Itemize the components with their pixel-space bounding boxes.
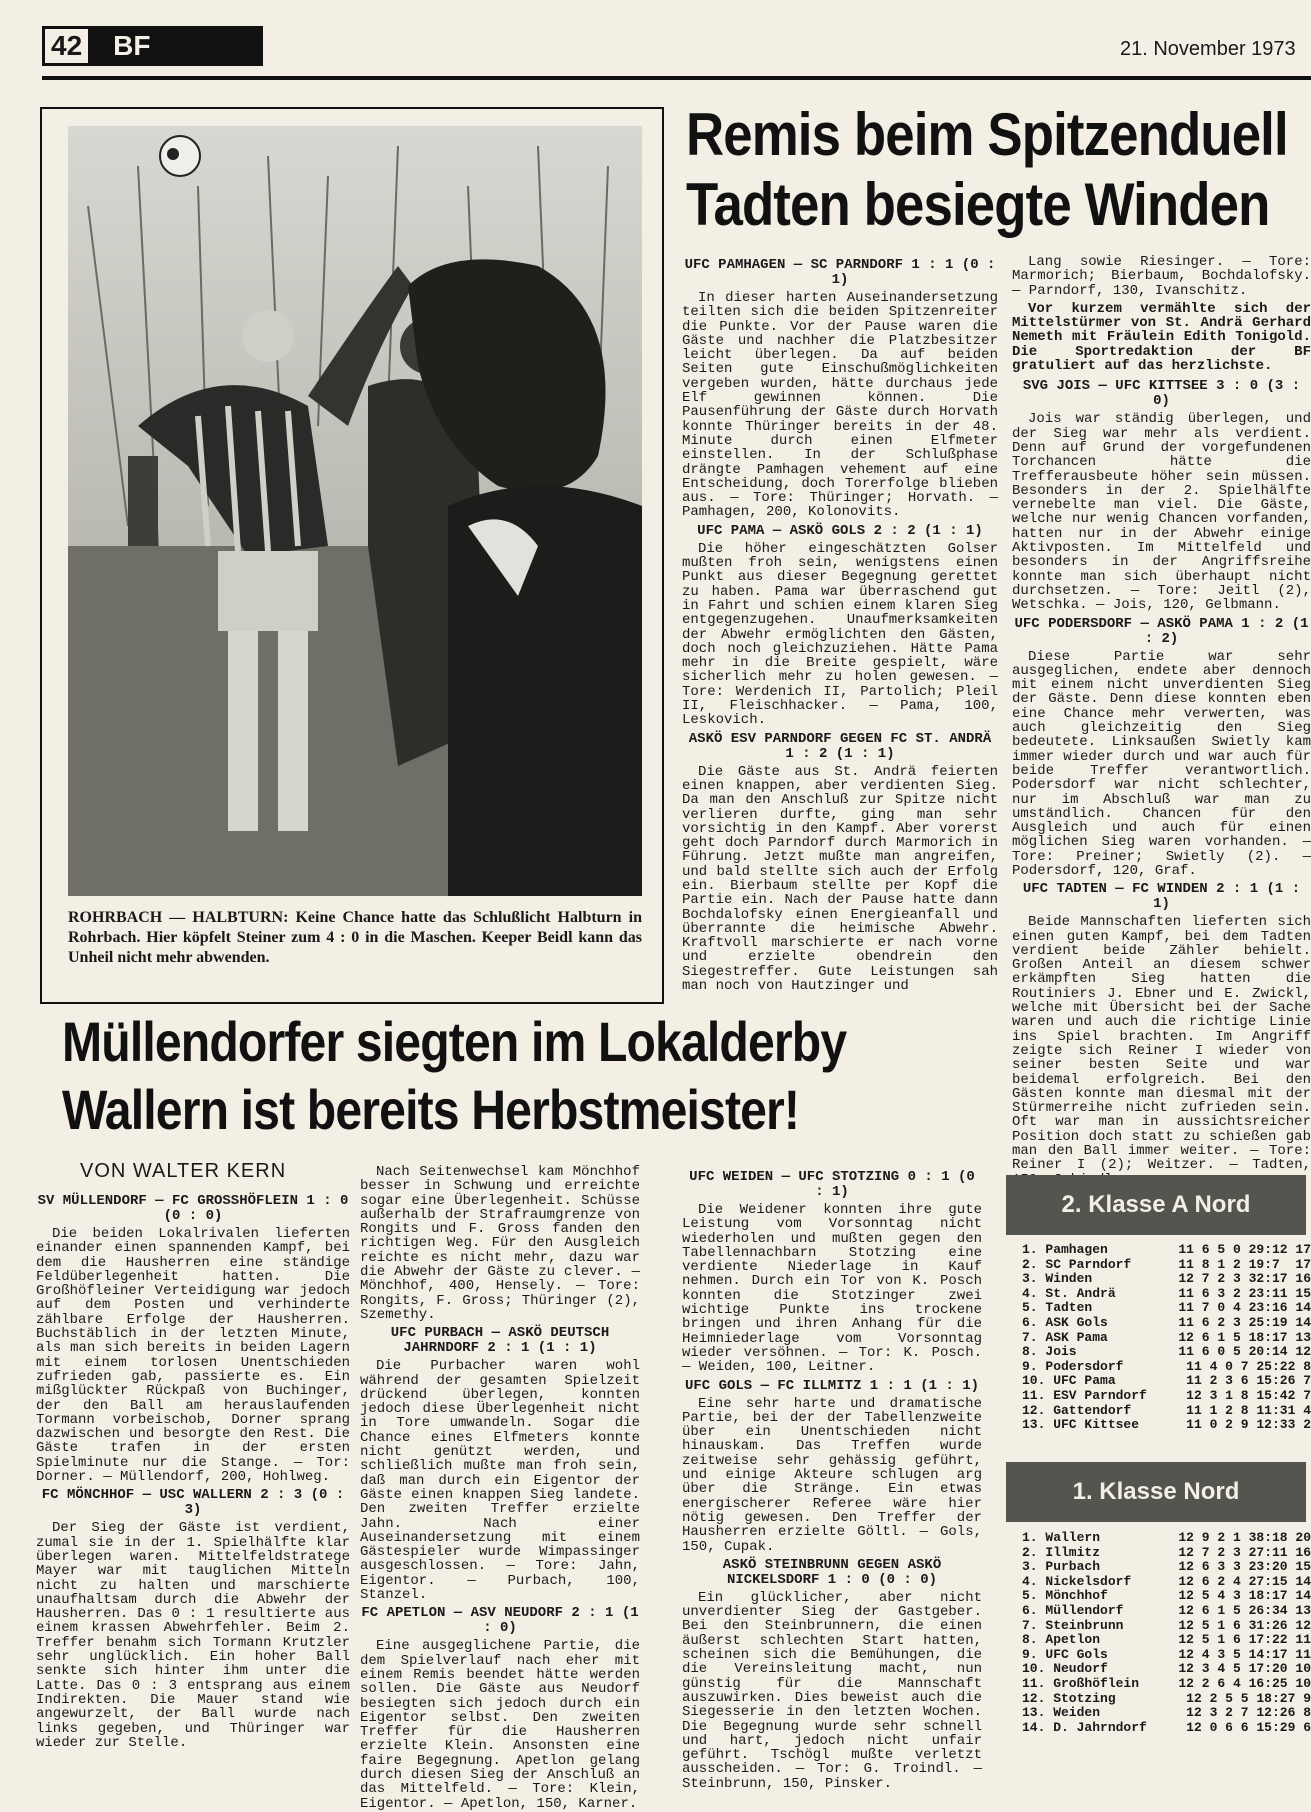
match-heading: UFC PURBACH — ASKÖ DEUTSCH JAHRNDORF 2 : 1 (1 : 1) — [390, 1325, 610, 1357]
match-report-paragraph: Die Purbacher waren wohl während der gesamten Spielzeit drückend überlegen, konnten jedoch diese Überlegenheit nicht in Tore umwandeln. Sogar die Chance eines Elfmeters konnte nicht genützt werden, und schließlich mußte man froh sein, daß man durch ein Eigentor der Gäste einen knappen Sieg landete. Den zweiten Treffer erzielte Jahn. Nach einer Auseinandersetzung mit einem Gästespieler wurde Wimpassinger ausgeschlossen. — Tore: Jahn, Eigentor. — Purbach, 100, Stanzel. — [360, 1358, 640, 1604]
team-stats: 11 0 2 9 12:33 2 — [1186, 1417, 1311, 1433]
match-heading: FC MÖNCHHOF — USC WALLERN 2 : 3 (0 : 3) — [41, 1487, 345, 1519]
match-report-paragraph: Lang sowie Riesinger. — Tore: Marmorich; Bierbaum, Bochdalofsky. — Parndorf, 130, Ivanschitz. — [1012, 254, 1311, 299]
match-heading: UFC PAMHAGEN — SC PARNDORF 1 : 1 (0 : 1) — [684, 257, 996, 288]
standings-row — [1022, 1243, 1311, 1258]
team-name: 8. Jois — [1022, 1344, 1077, 1360]
standings-row — [1022, 1374, 1311, 1389]
bottom-article-column-1 — [36, 1191, 350, 1791]
match-report-paragraph: Jois war ständig überlegen, und der Sieg war mehr als verdient. Denn auf Grund der vorgefundenen Torchancen hätte die Trefferausbeute höher sein müssen. Besonders in der 2. Spielhälfte vernebelte man viel. Die Gäste, welche nur wenig Chancen vorfanden, hatten nur in der Abwehr einige Aktivposten. Im Mittelfeld und besonders in der Angriffsreihe konnte man sich überhaupt nicht durchsetzen. — Tore: Jeitl (2), Wetschka. — Jois, 120, Gelbmann. — [1012, 411, 1311, 614]
standings-row — [1022, 1301, 1311, 1316]
team-stats: 11 1 2 8 11:31 4 — [1186, 1402, 1311, 1418]
standings-row — [1022, 1604, 1311, 1619]
match-report-paragraph: Beide Mannschaften lieferten sich einen guten Kampf, bei dem Tadten verdient beide Zähler behielt. Großen Anteil an diesem schwer erkämpften Sieg hatten die Routiniers J. Ebner und E. Zwickl, welche mit Übersicht bei der Sache waren und auch die richtige Linie ins Spiel brachten. Im Angriff zeigte sich Reiner I wieder von seiner besten Seite und war beidemal erfolgreich. Bei den Gästen konnte man diesmal mit der Stürmerreihe nicht zufrieden sein. Oft war man in aussichtsreicher Position doch statt zu schießen gab man den Ball immer weiter. — Tore: Reiner I (2); Weitzer. — Tadten, — [1012, 914, 1311, 1174]
standings-row — [1022, 1389, 1311, 1404]
top-headline — [686, 100, 1288, 240]
standings-row — [1022, 1287, 1311, 1302]
team-stats: 11 7 0 4 23:16 14 — [1178, 1300, 1311, 1316]
standings-row — [1022, 1404, 1311, 1419]
match-report-paragraph: Diese Partie war sehr ausgeglichen, endete aber dennoch mit einem nicht unverdienten Sieg der Gäste. Denn diese konnten eben eine Chance mehr verwerten, was auch gleichzeitig den Sieg bedeutete. Linksaußen Swietly kam immer wieder durch und war auch für beide Treffer verantwortlich. Podersdorf war nicht schlechter, nur im Abschluß war man zu umständlich. Chancen für den Ausgleich und auch für einen möglichen Sieg waren vorhanden. — Tore: Preiner; Swietly (2). — Podersdorf, 120, Graf. — [1012, 648, 1311, 879]
match-heading: SV MÜLLENDORF — FC GROSSHÖFLEIN 1 : 0 (0 : 0) — [37, 1193, 349, 1224]
standings-row — [1022, 1331, 1311, 1346]
match-report-paragraph: Eine ausgeglichene Partie, die dem Spielverlauf nach eher mit einem Remis beendet hätte werden sollen. Die Gäste aus Neudorf besiegten sich jedoch durch ein Eigentor selbst. Den zweiten Treffer für die Hausherren erzielte Klein. Ansonsten eine faire Begegnung. Apetlon gelang durch diesen Sieg der Anschluß an das Mittelfeld. — Tore: Klein, Eigentor. — Apetlon, 150, Karner. — [360, 1638, 640, 1812]
match-report-paragraph: Ein glücklicher, aber nicht unverdienter Sieg der Gastgeber. Bei den Steinbrunnern, die einen äußerst schlechten Start hatten, scheinen sich die Bemühungen, die die Vereinsleitung macht, nun günstig für die Mannschaft auszuwirken. Dies beweist auch die Siegesserie in den letzten Wochen. Die Begegnung wurde sehr schnell und hart, jedoch nicht unfair geführt. Tschögl mußte verletzt ausscheiden. — Tor: G. Troindl. — Steinbrunn, 150, Pinsker. — [682, 1589, 982, 1792]
team-stats: 12 2 6 4 16:25 10 — [1178, 1675, 1311, 1691]
match-heading: UFC PODERSDORF — ASKÖ PAMA 1 : 2 (1 : 2) — [1014, 615, 1309, 647]
team-stats: 11 6 3 2 23:11 15 — [1178, 1285, 1311, 1301]
match-report-paragraph: Eine sehr harte und dramatische Partie, bei der der Tabellenzweite über ein Unentschieden nicht hinauskam. Das Treffen wurde zeitweise sehr gehässig geführt, und einige Akteure schlugen arg über die Stränge. Ein etwas energischerer Referee wäre hier nötig gewesen. Den Treffer der Hausherren erzielte Göltl. — Gols, 150, Cupak. — [682, 1395, 982, 1555]
standings-table-1-klasse-nord — [1022, 1531, 1311, 1735]
team-name: 12. Gattendorf — [1022, 1402, 1132, 1418]
team-name: 6. ASK Gols — [1022, 1314, 1108, 1330]
top-article-column-2 — [1012, 255, 1311, 1175]
team-name: 11. ESV Parndorf — [1022, 1387, 1147, 1403]
team-name: 5. Mönchhof — [1022, 1588, 1108, 1604]
team-stats: 12 5 1 6 31:26 12 — [1178, 1617, 1311, 1633]
team-name: 7. Steinbrunn — [1022, 1617, 1124, 1633]
team-stats: 12 3 2 7 12:26 8 — [1186, 1705, 1311, 1721]
match-heading: UFC WEIDEN — UFC STOTZING 0 : 1 (0 : 1) — [689, 1169, 975, 1200]
match-report-paragraph: Der Sieg der Gäste ist verdient, zumal sie in der 1. Spielhälfte klar überlegen waren. Mittelfeldstratege Mayer war mit tauglichen Mitteln nicht zu halten und marschierte unaufhaltsam durch die Abwehr der Hausherren. Das 0 : 1 resultierte aus einem krassen Abwehrfehler. Beim 2. Treffer benahm sich Tormann Krutzler sehr unglücklich. Ein hoher Ball senkte sich hinter ihm unter die Latte. Das 0 : 3 entsprang aus einem Indirekten. Die Mauer stand wie angewurzelt, der Ball wurde nach links gegeben, und Thüringer war wieder zur Stelle. — [36, 1520, 350, 1751]
match-report-paragraph: In dieser harten Auseinandersetzung teilten sich die beiden Spitzenreiter die Punkte. Vor der Pause waren die Gäste und nachher die Platzbesitzer leicht überlegen. Da auf beiden Seiten gute Einschußmöglichkeiten vergeben wurden, hätte durchaus jede Elf gewinnen können. Die Pausenführung der Gäste durch Horvath konnte Thüringer bereits in der 48. Minute durch einen Elfmeter einstellen. In der Schlußphase drängte Pamhagen vehement auf eine Entscheidung, doch Torerfolge blieben aus. — Tore: Thüringer; Horvath. — Pamhagen, 200, Kolonovits. — [682, 290, 998, 521]
standings-row — [1022, 1706, 1311, 1721]
team-name: 1. Wallern — [1022, 1530, 1101, 1545]
team-stats: 12 6 3 3 23:20 15 — [1178, 1559, 1311, 1575]
team-stats: 12 0 6 6 15:29 6 — [1186, 1719, 1311, 1735]
match-heading: ASKÖ ESV PARNDORF GEGEN FC ST. ANDRÄ 1 : 2 (1 : 1) — [688, 730, 992, 762]
team-stats: 11 4 0 7 25:22 8 — [1186, 1358, 1311, 1374]
bottom-article-column-2 — [360, 1164, 640, 1812]
team-name: 6. Müllendorf — [1022, 1602, 1124, 1618]
standings-row — [1022, 1258, 1311, 1273]
team-stats: 12 5 1 6 17:22 11 — [1178, 1632, 1311, 1648]
standings-row — [1022, 1360, 1311, 1375]
standings-row — [1022, 1619, 1311, 1634]
team-stats: 12 6 1 5 18:17 13 — [1178, 1329, 1311, 1345]
team-name: 3. Winden — [1022, 1271, 1093, 1287]
match-report-paragraph: Die höher eingeschätzten Golser mußten froh sein, wenigstens einen Punkt aus dieser Begegnung gerettet zu haben. Pama war überraschend gut in Fahrt und schien einem klaren Sieg entgegenzugehen. Unaufmerksamkeiten der Abwehr ermöglichten den Gästen, doch noch gleichzuziehen. Hätte Pama mehr in die Breite gespielt, wäre sicherlich mehr zu holen gewesen. — Tore: Werdenich II, Partolich; Pleil II, Fleischhacker. — Pama, 100, Leskovich. — [682, 540, 998, 729]
standings-row — [1022, 1316, 1311, 1331]
match-heading: UFC PAMA — ASKÖ GOLS 2 : 2 (1 : 1) — [697, 522, 983, 539]
standings-row — [1022, 1648, 1311, 1663]
match-heading: UFC TADTEN — FC WINDEN 2 : 1 (1 : 1) — [1022, 881, 1301, 913]
team-name: 2. Illmitz — [1022, 1544, 1101, 1560]
standings-row — [1022, 1721, 1311, 1736]
team-stats: 12 5 4 3 18:17 14 — [1178, 1588, 1311, 1604]
team-stats: 12 2 5 5 18:27 9 — [1186, 1690, 1311, 1706]
team-name: 2. SC Parndorf — [1022, 1256, 1132, 1272]
team-name: 10. UFC Pama — [1022, 1373, 1116, 1389]
team-stats: 12 6 2 4 27:15 14 — [1178, 1573, 1311, 1589]
team-stats: 12 7 2 3 32:17 16 — [1178, 1271, 1311, 1287]
team-name: 4. Nickelsdorf — [1022, 1573, 1132, 1589]
team-stats: 12 3 4 5 17:20 10 — [1178, 1661, 1311, 1677]
team-stats: 12 7 2 3 27:11 16 — [1178, 1544, 1311, 1560]
team-stats: 11 8 1 2 19:7 17 — [1178, 1256, 1311, 1272]
standings-table-2-klasse-a-nord — [1022, 1243, 1311, 1433]
team-name: 4. St. Andrä — [1022, 1285, 1116, 1301]
match-report-paragraph: Die Weidener konnten ihre gute Leistung vom Vorsonntag nicht wiederholen und mußten gegen den Tabellennachbarn Stotzing eine verdiente Niederlage in Kauf nehmen. Durch ein Tor von K. Posch konnten die Stotzinger zwei wichtige Punkte ins trockene bringen und ihren Anhang für die Heimniederlage vom Vorsonntag wieder versöhnen. — Tor: K. Posch. — Weiden, 100, Leitner. — [682, 1202, 982, 1376]
team-name: 11. Großhöflein — [1022, 1675, 1140, 1691]
photo-caption: ROHRBACH — HALBTURN: Keine Chance hatte das Schlußlicht Halbturn in Rohrbach. Hier köpfelt Steiner zum 4 : 0 in die Maschen. Keeper Beidl kann das Unheil nicht mehr abwenden. — [68, 909, 642, 966]
standings-row — [1022, 1418, 1311, 1433]
team-stats: 12 9 2 1 38:18 20 — [1178, 1530, 1311, 1545]
standings-row — [1022, 1560, 1311, 1575]
top-headline-line-1: Remis beim Spitzenduell — [686, 101, 1288, 168]
match-heading: FC APETLON — ASV NEUDORF 2 : 1 (1 : 0) — [361, 1605, 639, 1637]
team-stats: 12 4 3 5 14:17 11 — [1178, 1646, 1311, 1662]
team-name: 10. Neudorf — [1022, 1661, 1108, 1677]
byline: VON WALTER KERN — [80, 1160, 287, 1182]
header-rule — [42, 76, 1311, 80]
match-report-paragraph: Die Gäste aus St. Andrä feierten einen knappen, aber verdienten Sieg. Da man den Anschluß zur Spitze nicht verlieren durfte, ging man sehr vorsichtig in den Kampf. Aber vorerst geht doch Parndorf durch Marmorich in Führung. Jetzt mußte man angreifen, und bald stellte sich auch der Erfolg ein. Bierbaum stellte per Kopf die Partie ein. Nach der Pause hatte dann Bochdalofsky einen Energieanfall und überrannte die heimische Abwehr. Kraftvoll marschierte er nach vorne und erzielte obendrein den Siegestreffer. Gute Leistungen sah man noch von Hautzinger und — [682, 763, 998, 995]
team-name: 1. Pamhagen — [1022, 1242, 1108, 1257]
page-number-box — [42, 27, 263, 65]
match-report-paragraph: Nach Seitenwechsel kam Mönchhof besser in Schwung und erreichte sogar eine Überlegenheit. Schüsse außerhalb der Strafraumgrenze von Rongits und F. Gross fanden den richtigen Weg. Für den Ausgleich reichte es nicht mehr, dazu war die Abwehr der Gäste zu clever. — Mönchhof, 400, Hensely. — Tore: Rongits, F. Gross; Thüringer (2), Szemethy. — [360, 1164, 640, 1323]
team-name: 3. Purbach — [1022, 1559, 1101, 1575]
standings-row — [1022, 1531, 1311, 1546]
team-stats: 12 6 1 5 26:34 13 — [1178, 1602, 1311, 1618]
standings-row — [1022, 1546, 1311, 1561]
team-name: 13. UFC Kittsee — [1022, 1417, 1140, 1433]
match-heading: ASKÖ STEINBRUNN GEGEN ASKÖ NICKELSDORF 1 : 0 (0 : 0) — [722, 1556, 942, 1588]
match-report-paragraph: Die beiden Lokalrivalen lieferten einander einen spannenden Kampf, bei dem die Hausherren eine ständige Feldüberlegenheit hatten. Die Großhöfleiner Verteidigung war jedoch auf dem Posten und verhinderte zählbare Erfolge der Hausherren. Buchstäblich in der letzten Minute, als man sich bereits in beiden Lagern mit einem torlosen Unentschieden zufrieden gab, passierte es. Ein mißglückter Rückpaß von Buchinger, der den Ball am herauslaufenden Tormann vorbeischob, Dorner sprang dazwischen und besorgte den Rest. Die Gäste trafen in der ersten Spielminute nur die Stange. — Tor: Dorner. — Müllendorf, 200, Hohlweg. — [36, 1226, 350, 1486]
team-stats: 11 6 5 0 29:12 17 — [1178, 1242, 1311, 1257]
standings-row — [1022, 1272, 1311, 1287]
match-heading: UFC GOLS — FC ILLMITZ 1 : 1 (1 : 1) — [684, 1377, 980, 1394]
standings-row — [1022, 1633, 1311, 1648]
team-name: 9. Podersdorf — [1022, 1358, 1124, 1374]
team-stats: 11 6 2 3 25:19 14 — [1178, 1314, 1311, 1330]
standings-row — [1022, 1677, 1311, 1692]
announcement-paragraph: Vor kurzem vermählte sich der Mittelstürmer von St. Andrä Gerhard Nemeth mit Fräulein Edith Tonigold. Die Sportredaktion der BF gratuliert auf das herzlichste. — [1012, 300, 1311, 375]
standings-row — [1022, 1575, 1311, 1590]
top-headline-line-2: Tadten besiegte Winden — [686, 171, 1270, 238]
standings-title-1-klasse-nord: 1. Klasse Nord — [1006, 1462, 1306, 1522]
bottom-article-column-3 — [682, 1167, 982, 1797]
team-name: 9. UFC Gols — [1022, 1646, 1108, 1662]
team-name: 14. D. Jahrndorf — [1022, 1719, 1147, 1735]
match-heading: SVG JOIS — UFC KITTSEE 3 : 0 (3 : 0) — [1022, 378, 1301, 410]
bottom-headline — [62, 1008, 846, 1144]
match-photo — [68, 126, 642, 896]
team-name: 8. Apetlon — [1022, 1632, 1101, 1648]
standings-row — [1022, 1345, 1311, 1360]
issue-date: 21. November 1973 — [1120, 38, 1296, 60]
standings-title-2-klasse-a-nord: 2. Klasse A Nord — [1006, 1175, 1306, 1235]
page-number: 42 — [42, 26, 91, 66]
team-name: 7. ASK Pama — [1022, 1329, 1108, 1345]
bottom-headline-line-2: Wallern ist bereits Herbstmeister! — [62, 1078, 800, 1141]
standings-row — [1022, 1589, 1311, 1604]
standings-row — [1022, 1692, 1311, 1707]
top-article-column-1 — [682, 255, 998, 1015]
team-stats: 11 6 0 5 20:14 12 — [1178, 1344, 1311, 1360]
team-stats: 12 3 1 8 15:42 7 — [1186, 1387, 1311, 1403]
team-name: 13. Weiden — [1022, 1705, 1101, 1721]
team-name: 12. Stotzing — [1022, 1690, 1116, 1706]
team-stats: 11 2 3 6 15:26 7 — [1186, 1373, 1311, 1389]
bottom-headline-line-1: Müllendorfer siegten im Lokalderby — [62, 1010, 847, 1073]
standings-row — [1022, 1662, 1311, 1677]
team-name: 5. Tadten — [1022, 1300, 1093, 1316]
publication-name: BF — [91, 26, 263, 66]
football-header-scene-image — [68, 126, 642, 896]
